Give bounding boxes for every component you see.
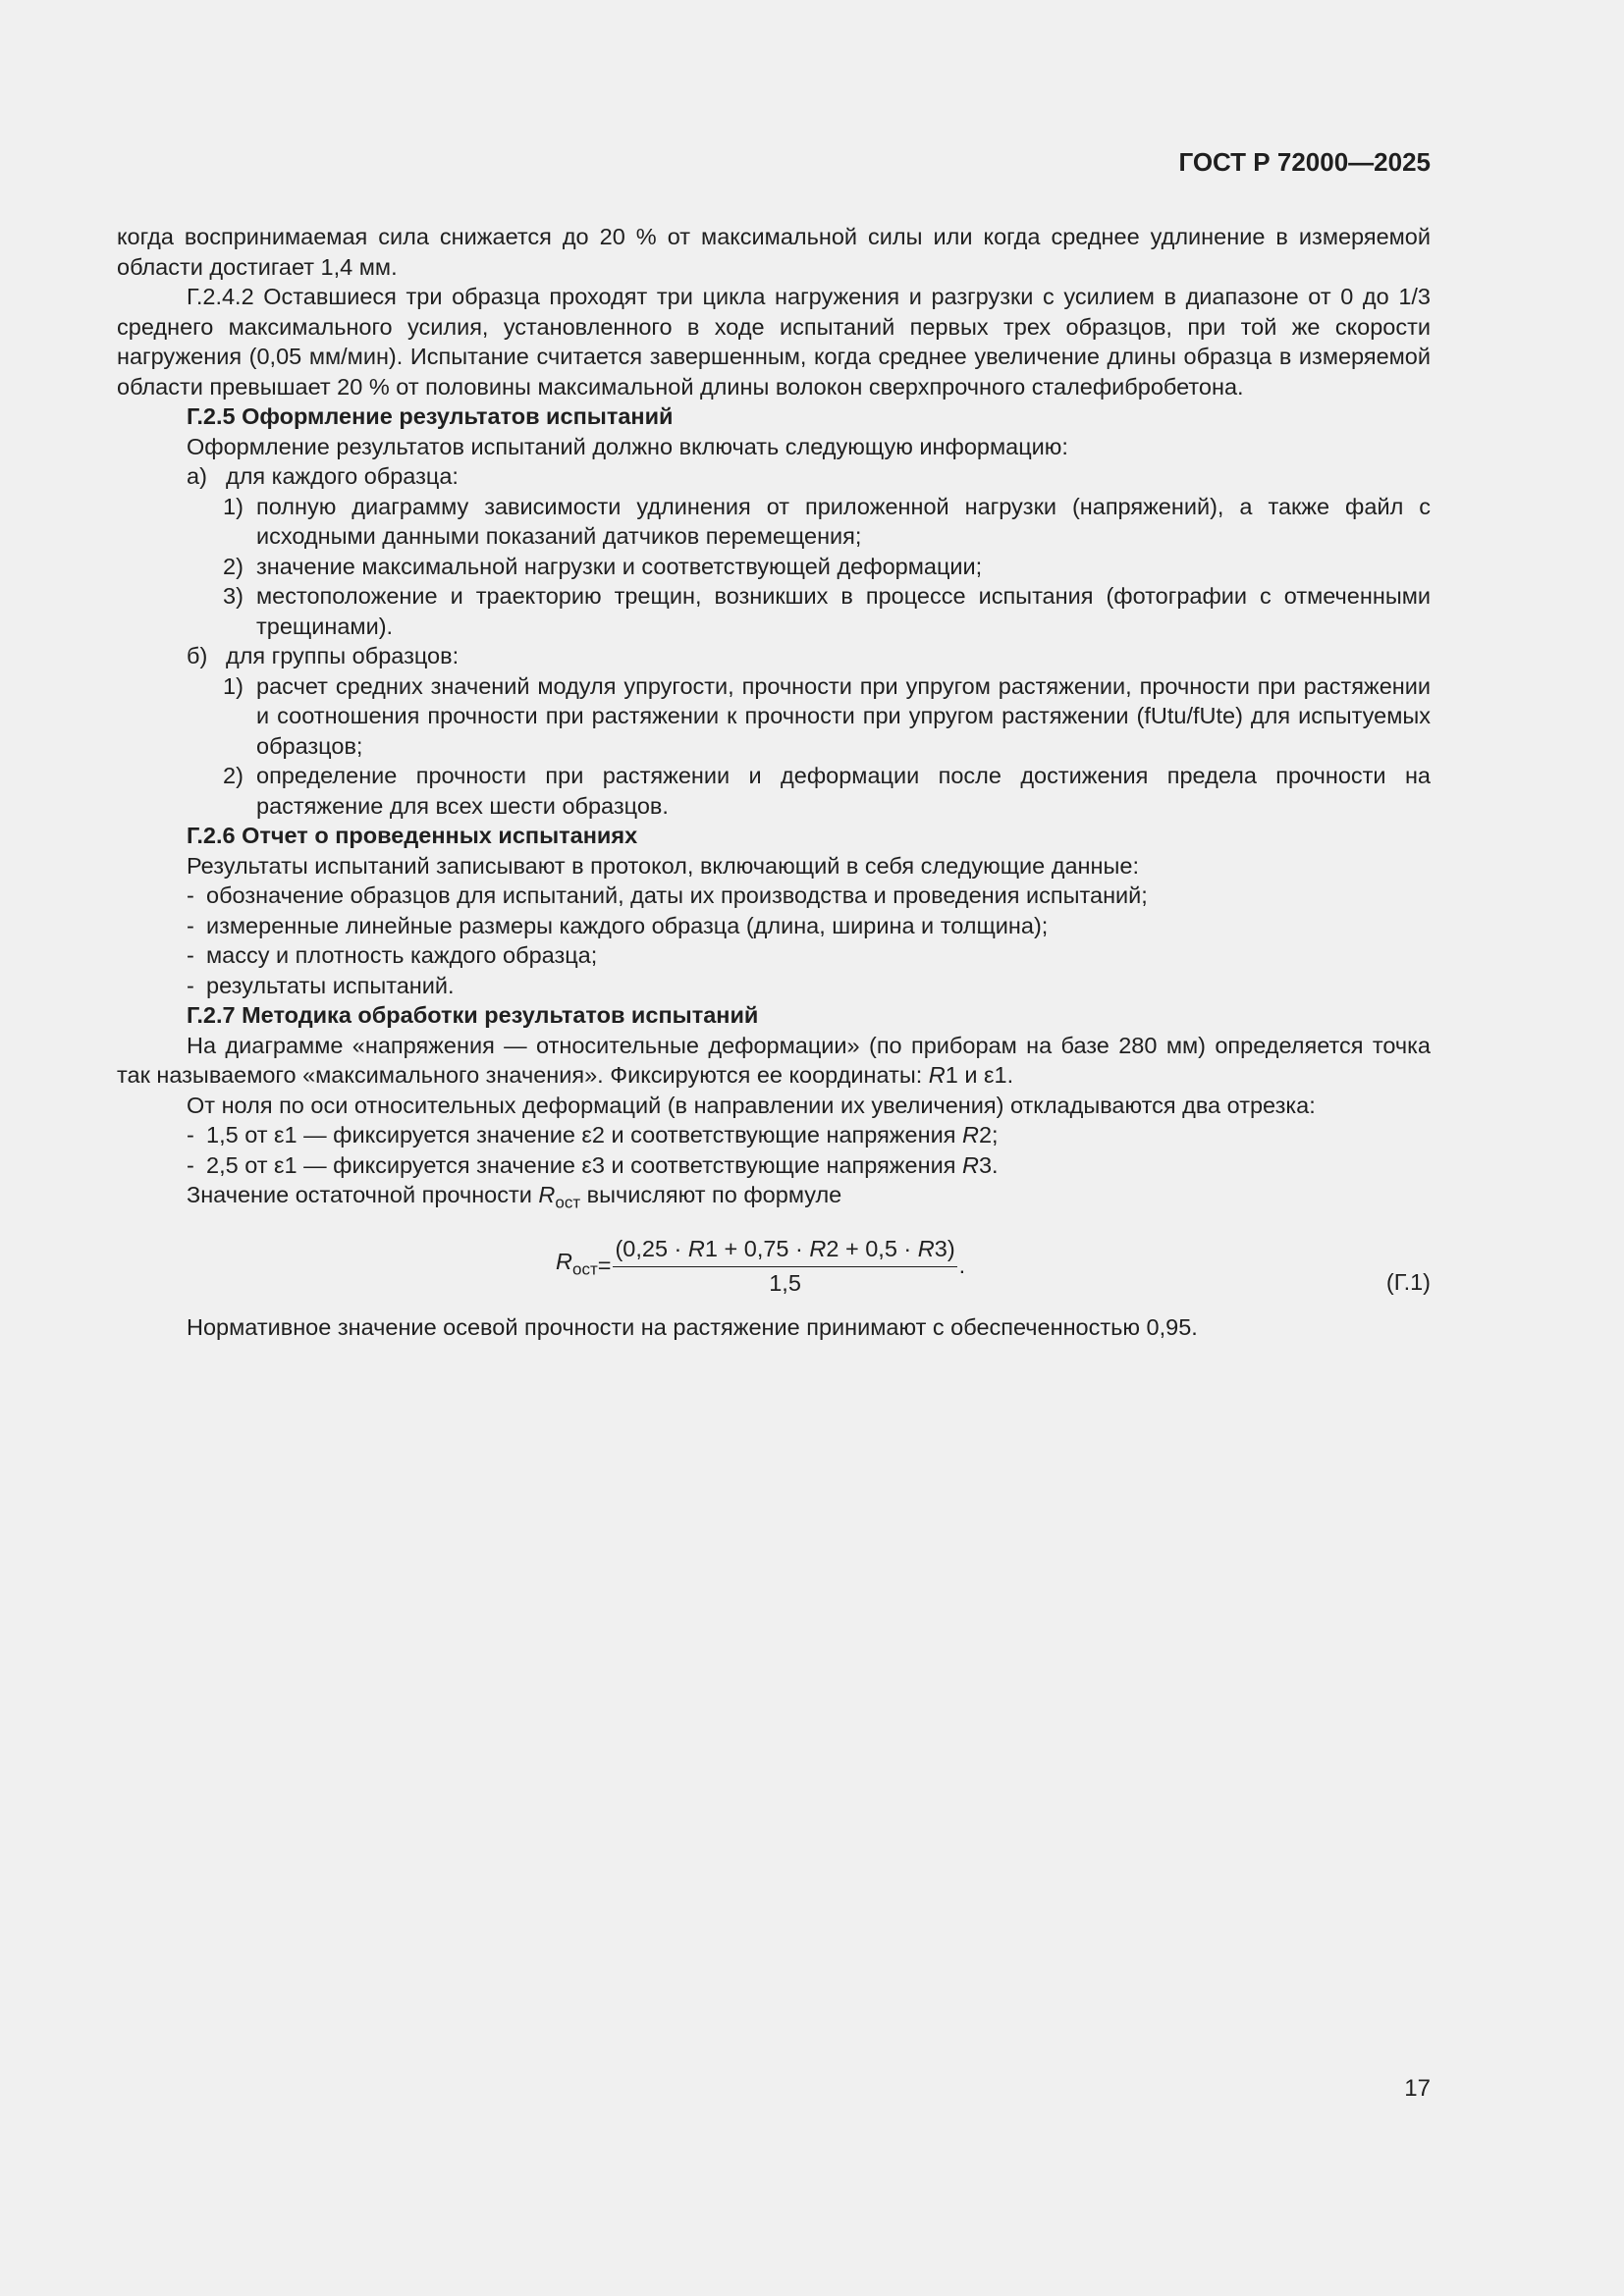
list-text: местоположение и траекторию трещин, возникших в процессе испытания (фотографии с отмеченными трещинами). xyxy=(256,583,1431,639)
page-number: 17 xyxy=(1404,2075,1431,2102)
list-item xyxy=(117,641,1431,671)
text-run: 1 и ε1. xyxy=(945,1062,1014,1088)
text-run: На диаграмме «напряжения — относительные деформации» (по приборам на базе 280 мм) определяется точка так называемого «максимального значения». Фиксируются ее координаты: xyxy=(117,1032,1431,1088)
list-item xyxy=(117,1150,1431,1181)
paragraph: Оформление результатов испытаний должно включать следующую информацию: xyxy=(187,433,1068,459)
list-marker: б) xyxy=(187,643,208,668)
list-marker: 1) xyxy=(223,493,244,519)
paragraph xyxy=(117,1031,1431,1091)
list-item xyxy=(117,881,1431,911)
numerator xyxy=(613,1234,956,1267)
list-marker: - xyxy=(187,1151,194,1178)
symbol-r: R xyxy=(928,1062,946,1088)
list-marker: 1) xyxy=(223,672,244,699)
paragraph: Г.2.4.2 Оставшиеся три образца проходят три цикла нагружения и разгрузки с усилием в диапазоне от 0 до 1/3 среднего максимального усилия, установленного в ходе испытаний первых трех образцов, при той же скорости нагружения (0,05 мм/мин). Испытание считается завершенным, когда среднее увеличение длины образца в измеряемой области превышает 20 % от половины максимальной длины волокон сверхпрочного сталефибробетона. xyxy=(117,284,1431,400)
list-marker: 3) xyxy=(223,583,244,609)
text-run: 2,5 от ε1 — фиксируется значение ε3 и соответствующие напряжения xyxy=(206,1151,962,1178)
text-run: вычисляют по формуле xyxy=(580,1182,842,1207)
list-text xyxy=(206,1150,1431,1181)
list-text: полную диаграмму зависимости удлинения от приложенной нагрузки (напряжений), а также файл с исходными данными показаний датчиков перемещения; xyxy=(256,493,1431,549)
list-text: для каждого образца: xyxy=(226,463,459,489)
text-run: 2 + 0,5 · xyxy=(826,1236,918,1262)
section-heading: Г.2.5 Оформление результатов испытаний xyxy=(187,403,674,429)
document-header: ГОСТ Р 72000—2025 xyxy=(1178,147,1431,177)
text-run: (0,25 · xyxy=(615,1236,688,1262)
paragraph: Нормативное значение осевой прочности на растяжение принимают с обеспеченностью 0,95. xyxy=(187,1314,1198,1341)
list-marker: - xyxy=(187,912,194,938)
list-marker: - xyxy=(187,1122,194,1148)
paragraph: Результаты испытаний записывают в протокол, включающий в себя следующие данные: xyxy=(187,852,1140,879)
list-text: значение максимальной нагрузки и соответствующей деформации; xyxy=(256,553,983,579)
list-item xyxy=(117,492,1431,552)
text-run: 1,5 от ε1 — фиксируется значение ε2 и соответствующие напряжения xyxy=(206,1122,962,1148)
equation-number: (Г.1) xyxy=(1385,1269,1431,1296)
list-item xyxy=(117,461,1431,492)
list-item xyxy=(117,552,1431,582)
list-marker: - xyxy=(187,882,194,908)
symbol-r: R xyxy=(687,1236,705,1262)
list-marker: 2) xyxy=(223,763,244,788)
list-text: результаты испытаний. xyxy=(206,972,455,998)
list-item xyxy=(117,581,1431,641)
list-text: массу и плотность каждого образца; xyxy=(206,942,598,968)
subscript: ост xyxy=(571,1259,598,1279)
list-marker: а) xyxy=(187,463,207,489)
section-heading: Г.2.6 Отчет о проведенных испытаниях xyxy=(187,823,638,848)
document-body xyxy=(117,222,1431,1343)
list-marker: - xyxy=(187,942,194,968)
text-run: 1 + 0,75 · xyxy=(704,1236,810,1262)
equals-sign: = xyxy=(597,1253,612,1279)
text-run: 2; xyxy=(978,1122,999,1148)
list-item xyxy=(117,940,1431,971)
formula-end: . xyxy=(958,1253,966,1279)
section-heading: Г.2.7 Методика обработки результатов испытаний xyxy=(187,1002,759,1028)
text-run: Значение остаточной прочности xyxy=(187,1182,539,1207)
symbol-r: R xyxy=(917,1236,935,1262)
list-text xyxy=(206,1120,1431,1150)
paragraph: когда воспринимаемая сила снижается до 20 % от максимальной силы или когда среднее удлинение в измеряемой области достигает 1,4 мм. xyxy=(117,224,1431,280)
list-marker: - xyxy=(187,972,194,998)
list-text: расчет средних значений модуля упругости, прочности при упругом растяжении, прочности при растяжении и соотношения прочности при растяжении к прочности при упругом растяжении (fUtu/fUte) для испытуемых образцов; xyxy=(256,672,1431,759)
symbol-r: R xyxy=(538,1182,556,1207)
formula xyxy=(556,1234,965,1298)
formula-lhs xyxy=(556,1247,598,1285)
paragraph: От ноля по оси относительных деформаций (в направлении их увеличения) откладываются два отрезка: xyxy=(187,1092,1316,1118)
list-item xyxy=(117,911,1431,941)
formula-block xyxy=(117,1228,1431,1312)
fraction xyxy=(613,1234,956,1298)
list-text: для группы образцов: xyxy=(226,643,460,668)
list-text: измеренные линейные размеры каждого образца (длина, ширина и толщина); xyxy=(206,912,1049,938)
list-item xyxy=(117,761,1431,821)
text-run: 3) xyxy=(934,1236,955,1262)
symbol-r: R xyxy=(961,1151,979,1178)
symbol-r: R xyxy=(809,1236,827,1262)
symbol-r: R xyxy=(556,1249,572,1275)
subscript: ост xyxy=(555,1193,581,1212)
denominator: 1,5 xyxy=(769,1269,801,1296)
list-text: обозначение образцов для испытаний, даты их производства и проведения испытаний; xyxy=(206,882,1148,908)
list-item xyxy=(117,671,1431,762)
list-item xyxy=(117,971,1431,1001)
list-item xyxy=(117,1120,1431,1150)
text-run: 3. xyxy=(978,1151,999,1178)
list-text: определение прочности при растяжении и деформации после достижения предела прочности на растяжение для всех шести образцов. xyxy=(256,763,1431,819)
list-marker: 2) xyxy=(223,553,244,579)
paragraph xyxy=(117,1180,1431,1218)
symbol-r: R xyxy=(961,1122,979,1148)
